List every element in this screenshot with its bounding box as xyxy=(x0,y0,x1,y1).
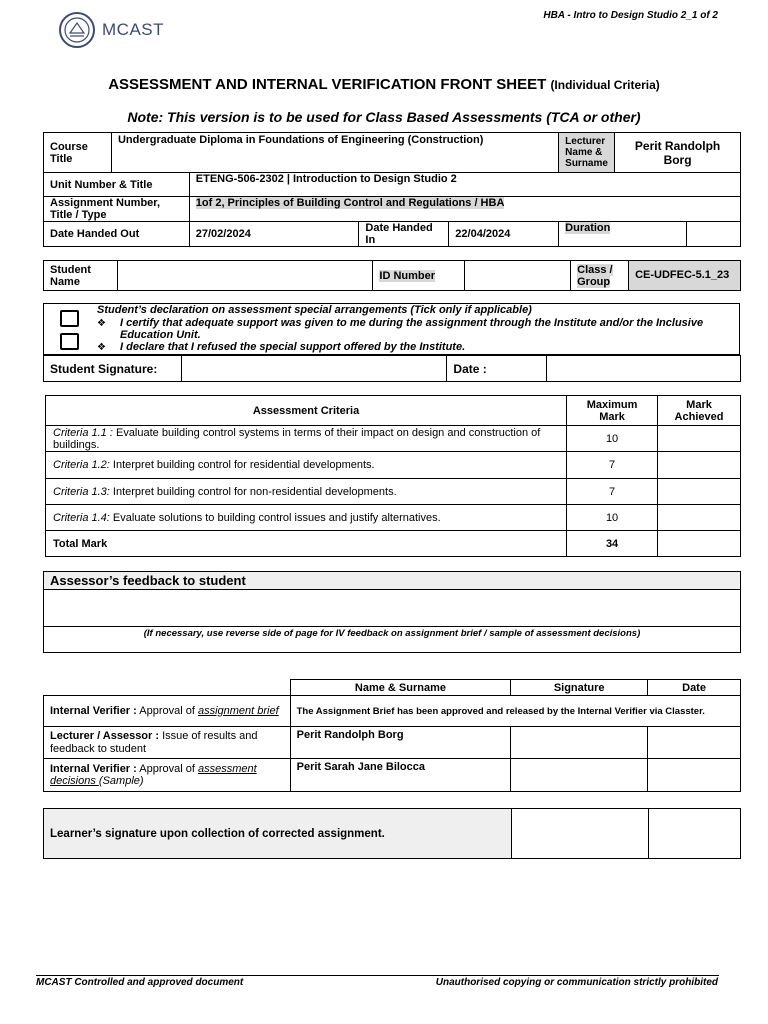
student-name-label: Student Name xyxy=(44,261,118,291)
version-note: Note: This version is to be used for Class Based Assessments (TCA or other) xyxy=(127,109,641,125)
date-out-label: Date Handed Out xyxy=(44,222,190,247)
assignment-value: 1of 2, Principles of Building Control and Regulations / HBA xyxy=(195,197,505,209)
declaration-bullet-1: ❖ xyxy=(97,318,106,329)
criteria-text: Interpret building control for non-residential developments. xyxy=(109,485,397,498)
learner-signature-label: Learner’s signature upon collection of corrected assignment. xyxy=(44,809,512,859)
declaration-checkbox-2[interactable] xyxy=(60,333,79,350)
mcast-logo xyxy=(58,10,168,50)
max-mark-header: Maximum Mark xyxy=(567,396,658,426)
declaration-item-1: I certify that adequate support was given to me during the assignment through the Institute and/or the Inclusive Education Unit. xyxy=(120,317,704,341)
footer-rule xyxy=(36,975,719,976)
footer-right: Unauthorised copying or communication strictly prohibited xyxy=(435,977,718,988)
table-row xyxy=(46,426,741,452)
signature-date-label: Date : xyxy=(447,356,547,382)
criteria-text: Interpret building control for residential developments. xyxy=(109,459,375,471)
table-row xyxy=(46,479,741,505)
table-row xyxy=(46,505,741,531)
student-name-field[interactable] xyxy=(117,261,372,291)
date-out-value: 27/02/2024 xyxy=(189,222,359,247)
date-in-label: Date Handed In xyxy=(359,222,449,247)
mark-achieved-field[interactable] xyxy=(658,426,741,452)
name-surname-header: Name & Surname xyxy=(290,680,511,696)
date-header: Date xyxy=(648,680,741,696)
total-mark-label: Total Mark xyxy=(46,531,567,557)
assessor-role: Lecturer / Assessor : Issue of results and feedback to student xyxy=(44,727,291,759)
assessor-name: Perit Randolph Borg xyxy=(290,727,511,759)
student-signature-field[interactable] xyxy=(181,356,447,382)
learner-signature-field[interactable] xyxy=(512,809,649,859)
course-info-table xyxy=(43,132,741,247)
feedback-field[interactable] xyxy=(44,590,741,627)
total-achieved-field[interactable] xyxy=(658,531,741,557)
declaration-box xyxy=(43,303,740,355)
duration-value[interactable] xyxy=(687,222,741,247)
criteria-code: Criteria 1.1 : xyxy=(53,426,113,439)
assessor-signature-field[interactable] xyxy=(511,727,648,759)
max-mark-value: 10 xyxy=(567,505,658,531)
criteria-text: Evaluate building control systems in terms of their impact on design and construction of buildings. xyxy=(53,426,541,451)
mark-achieved-header: Mark Achieved xyxy=(658,396,741,426)
verification-table xyxy=(43,679,741,792)
signature-header: Signature xyxy=(511,680,648,696)
mark-achieved-field[interactable] xyxy=(658,452,741,479)
document-reference: HBA - Intro to Design Studio 2_1 of 2 xyxy=(543,10,718,21)
feedback-table xyxy=(43,571,741,653)
class-group-label: Class / Group xyxy=(577,263,613,288)
student-signature-label: Student Signature: xyxy=(44,356,182,382)
footer-left: MCAST Controlled and approved document xyxy=(36,977,244,988)
signature-date-field[interactable] xyxy=(547,356,741,382)
criteria-code: Criteria 1.3: xyxy=(53,485,110,498)
iv-brief-role: Internal Verifier : Approval of assignment brief xyxy=(44,696,291,727)
max-mark-value: 7 xyxy=(567,479,658,505)
declaration-item-2: I declare that I refused the special support offered by the Institute. xyxy=(120,341,466,353)
learner-signature-table xyxy=(43,808,741,859)
unit-value: ETENG-506-2302 | Introduction to Design Studio 2 xyxy=(189,173,740,197)
assignment-label: Assignment Number, Title / Type xyxy=(44,197,190,222)
max-mark-value: 7 xyxy=(567,452,658,479)
logo-text: MCAST xyxy=(102,20,164,39)
total-mark-value: 34 xyxy=(567,531,658,557)
student-table xyxy=(43,260,741,291)
unit-label: Unit Number & Title xyxy=(44,173,190,197)
duration-label: Duration xyxy=(565,222,611,234)
max-mark-value: 10 xyxy=(567,426,658,452)
criteria-header: Assessment Criteria xyxy=(46,396,567,426)
iv-decisions-role: Internal Verifier : Approval of assessment decisions (Sample) xyxy=(44,759,291,792)
id-number-label: ID Number xyxy=(379,269,436,282)
page-title: ASSESSMENT AND INTERNAL VERIFICATION FRONT SHEET (Individual Criteria) xyxy=(108,76,660,93)
iv-date-field[interactable] xyxy=(648,759,741,792)
criteria-code: Criteria 1.4: xyxy=(53,511,110,524)
mcast-seal-icon xyxy=(58,11,96,49)
iv-brief-status: The Assignment Brief has been approved and released by the Internal Verifier via Classter. xyxy=(290,696,740,727)
lecturer-value: Perit Randolph Borg xyxy=(615,133,741,173)
declaration-checkbox-1[interactable] xyxy=(60,310,79,327)
date-in-value: 22/04/2024 xyxy=(449,222,559,247)
course-title-label: Course Title xyxy=(44,133,112,173)
criteria-code: Criteria 1.2: xyxy=(53,459,110,471)
iv-signature-field[interactable] xyxy=(511,759,648,792)
lecturer-label: Lecturer Name & Surname xyxy=(559,133,615,173)
feedback-note: (If necessary, use reverse side of page for IV feedback on assignment brief / sample of assessment decisions) xyxy=(44,627,741,653)
mark-achieved-field[interactable] xyxy=(658,479,741,505)
criteria-text: Evaluate solutions to building control issues and justify alternatives. xyxy=(109,511,441,524)
student-signature-table xyxy=(43,355,741,382)
criteria-table xyxy=(45,395,741,557)
assessor-date-field[interactable] xyxy=(648,727,741,759)
learner-date-field[interactable] xyxy=(649,809,741,859)
mark-achieved-field[interactable] xyxy=(658,505,741,531)
declaration-bullet-2: ❖ xyxy=(97,342,106,353)
iv-decisions-name: Perit Sarah Jane Bilocca xyxy=(290,759,511,792)
id-number-field[interactable] xyxy=(465,261,571,291)
class-group-value: CE-UDFEC-5.1_23 xyxy=(629,261,741,291)
feedback-heading: Assessor’s feedback to student xyxy=(44,572,741,590)
course-title-value: Undergraduate Diploma in Foundations of Engineering (Construction) xyxy=(111,133,558,173)
table-row xyxy=(46,452,741,479)
declaration-heading: Student’s declaration on assessment special arrangements (Tick only if applicable) xyxy=(97,304,532,316)
